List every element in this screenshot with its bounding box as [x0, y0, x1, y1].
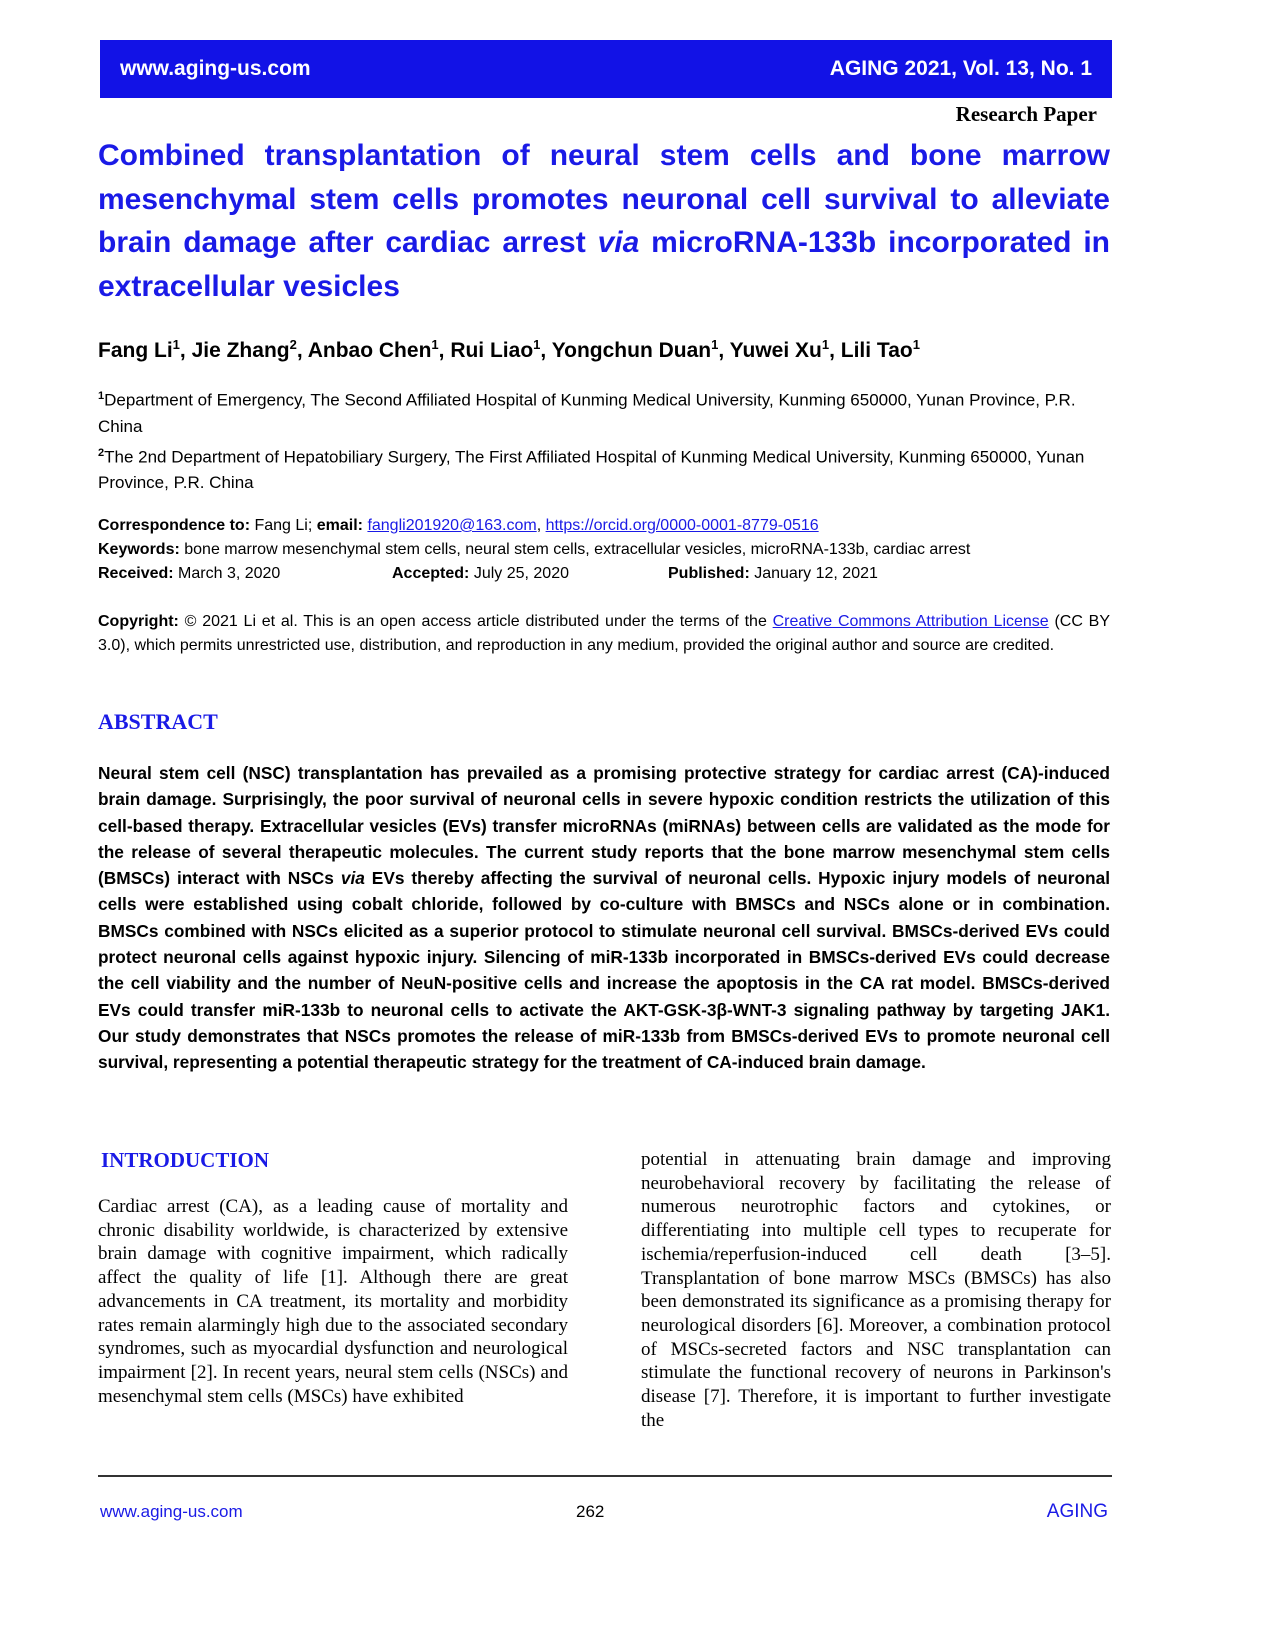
journal-issue: AGING 2021, Vol. 13, No. 1: [829, 57, 1092, 80]
published-date: Published: January 12, 2021: [668, 565, 878, 582]
footer-divider: [98, 1475, 1112, 1477]
license-link[interactable]: Creative Commons Attribution License: [772, 613, 1049, 630]
author: Fang Li$^1$: [98, 337, 180, 362]
title-via: via: [597, 226, 640, 259]
article-metadata: [98, 514, 1110, 586]
paper-type-label: Research Paper: [955, 102, 1097, 126]
article-title: [98, 134, 1110, 308]
abstract-heading: ABSTRACT: [98, 709, 218, 734]
site-link[interactable]: www.aging-us.com: [120, 57, 311, 80]
introduction-heading: INTRODUCTION: [101, 1148, 270, 1172]
correspondence-line: Correspondence to: Fang Li; email: fangli201920@163.com, https://orcid.org/0000-0001-8779-0516: [98, 517, 819, 534]
orcid-link[interactable]: https://orcid.org/0000-0001-8779-0516: [545, 517, 819, 534]
copyright-notice: Copyright: © 2021 Li et al. This is an open access article distributed under the terms of the Creative Commons Attribution License (CC BY 3.0), which permits unrestricted use, distribution, and reproduction in any medium, provided the original author and source are credited.: [98, 613, 1111, 654]
keywords-line: Keywords: bone marrow mesenchymal stem cells, neural stem cells, extracellular vesicles, microRNA-133b, cardiac arrest: [98, 541, 971, 558]
affiliation-list: [98, 383, 1110, 496]
author: Jie Zhang$^2$: [191, 337, 297, 362]
affiliation: $^2$The 2nd Department of Hepatobiliary Surgery, The First Affiliated Hospital of Kunming Medical University, Kunming 650000, Yunan Province, P.R. China: [98, 446, 1085, 493]
abstract-text: Neural stem cell (NSC) transplantation has prevailed as a promising protective strategy for cardiac arrest (CA)-induced brain damage. Surprisingly, the poor survival of neuronal cells in severe hypoxic condition restricts the utilization of this cell-based therapy. Extracellular vesicles (EVs) transfer microRNAs (miRNAs) between cells are validated as the mode for the release of several therapeutic molecules. The current study reports that the bone marrow mesenchymal stem cells (BMSCs) interact with NSCs via EVs thereby affecting the survival of neuronal cells. Hypoxic injury models of neuronal cells were established using cobalt chloride, followed by co-culture with BMSCs and NSCs alone or in combination. BMSCs combined with NSCs elicited as a superior protocol to stimulate neuronal cell survival. BMSCs-derived EVs could protect neuronal cells against hypoxic injury. Silencing of miR-133b incorporated in BMSCs-derived EVs could decrease the cell viability and the number of NeuN-positive cells and increase the apoptosis in the CA rat model. BMSCs-derived EVs could transfer miR-133b to neuronal cells to activate the AKT-GSK-3β-WNT-3 signaling pathway by targeting JAK1. Our study demonstrates that NSCs promotes the release of miR-133b from BMSCs-derived EVs to promote neuronal cell survival, representing a potential therapeutic strategy for the treatment of CA-induced brain damage.: [98, 763, 1110, 1073]
author: Yongchun Duan$^1$: [551, 337, 719, 362]
footer-journal-name: AGING: [1046, 1501, 1108, 1522]
author: Yuwei Xu$^1$: [729, 337, 830, 362]
email-link[interactable]: fangli201920@163.com: [367, 517, 537, 534]
introduction-left-column: Cardiac arrest (CA), as a leading cause of mortality and chronic disability worldwide, is characterized by extensive brain damage with cognitive impairment, which radically affect the quality of life [1]. Although there are great advancements in CA treatment, its mortality and morbidity rates remain alarmingly high due to the associated secondary syndromes, such as myocardial dysfunction and neurological impairment [2]. In recent years, neural stem cells (NSCs) and mesenchymal stem cells (MSCs) have exhibited: [98, 1196, 568, 1407]
journal-banner: [100, 40, 1112, 98]
page-number: 262: [576, 1502, 605, 1521]
title-part-2: microRNA-133b incorporated in extracellular vesicles: [98, 226, 1111, 303]
affiliation: $^1$Department of Emergency, The Second Affiliated Hospital of Kunming Medical University, Kunming 650000, Yunan Province, P.R. China: [98, 390, 1076, 436]
footer-site-link[interactable]: www.aging-us.com: [100, 1502, 243, 1521]
author-list: Fang Li$^1$, Jie Zhang$^2$, Anbao Chen$^1$, Rui Liao$^1$, Yongchun Duan$^1$, Yuwei Xu$^1$, Lili Tao$^1$: [98, 337, 920, 362]
introduction-right-column: potential in attenuating brain damage and improving neurobehavioral recovery by facilitating the release of numerous neurotrophic factors and cytokines, or differentiating into multiple cell types to recuperate for ischemia/reperfusion-induced cell death [3–5]. Transplantation of bone marrow MSCs (BMSCs) has also been demonstrated its significance as a promising therapy for neurological disorders [6]. Moreover, a combination protocol of MSCs-secreted factors and NSC transplantation can stimulate the functional recovery of neurons in Parkinson's disease [7]. Therefore, it is important to further investigate the: [641, 1149, 1111, 1431]
received-date: Received: March 3, 2020: [98, 565, 281, 582]
dates-line: [98, 562, 1110, 586]
accepted-date: Accepted: July 25, 2020: [392, 565, 569, 582]
author: Rui Liao$^1$: [450, 337, 541, 362]
author: Lili Tao$^1$: [840, 337, 920, 362]
title-part-1: Combined transplantation of neural stem cells and bone marrow mesenchymal stem cells promotes neuronal cell survival to alleviate brain damage after cardiac arrest: [98, 139, 1110, 259]
author: Anbao Chen$^1$: [307, 337, 439, 362]
